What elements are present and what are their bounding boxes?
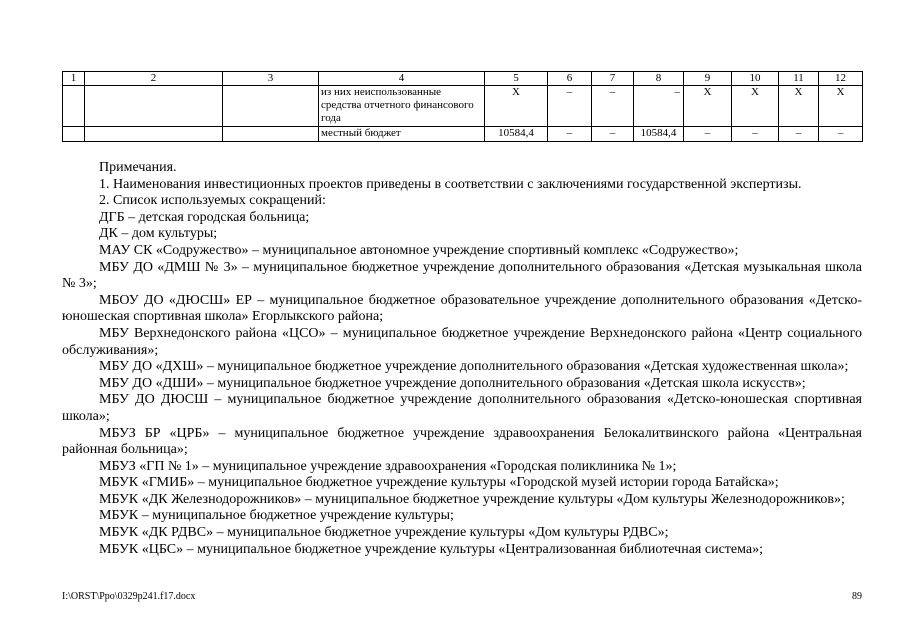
column-header: 8 [634, 72, 684, 86]
abbreviation-item: МБУ ДО «ДШИ» – муниципальное бюджетное учреждение дополнительного образования «Детская школа искусств»; [99, 375, 806, 391]
table-cell [85, 127, 223, 142]
abbreviation-item: МБУ ДО «ДХШ» – муниципальное бюджетное учреждение дополнительного образования «Детская художественная школа»; [99, 359, 849, 375]
budget-table [62, 71, 863, 142]
notes-heading: Примечания. [99, 160, 177, 175]
column-header: 11 [779, 72, 819, 86]
table-cell: Х [485, 86, 548, 127]
column-header: 6 [548, 72, 592, 86]
note-paragraph: 1. Наименования инвестиционных проектов приведены в соответствии с заключениями государственной экспертизы. [99, 176, 802, 192]
table-cell [85, 86, 223, 127]
table-cell [63, 127, 85, 142]
abbreviation-item: МБОУ ДО «ДЮСШ» ЕР – муниципальное бюджетное образовательное учреждение дополнительного образования «Детско-юношеская спортивная школа» Егорлыкского района; [62, 292, 862, 325]
table-cell: – [548, 86, 592, 127]
table-header-row [63, 72, 863, 86]
table-cell: 10584,4 [634, 127, 684, 142]
table-row [63, 86, 863, 127]
table-cell: 10584,4 [485, 127, 548, 142]
table-cell [223, 86, 319, 127]
abbreviation-item: МБУЗ БР «ЦРБ» – муниципальное бюджетное учреждение здравоохранения Белокалитвинского района «Центральная районная больница»; [62, 425, 862, 458]
table-cell: – [634, 86, 684, 127]
abbreviation-item: МБУК «ЦБС» – муниципальное бюджетное учреждение культуры «Централизованная библиотечная система»; [99, 541, 763, 557]
table-cell: – [732, 127, 779, 142]
table-cell: – [819, 127, 863, 142]
table-cell: – [684, 127, 732, 142]
column-header: 9 [684, 72, 732, 86]
column-header: 10 [732, 72, 779, 86]
column-header: 1 [63, 72, 85, 86]
notes-section [62, 160, 862, 558]
abbreviation-item: МБУК «ДК РДВС» – муниципальное бюджетное учреждение культуры «Дом культуры РДВС»; [99, 525, 669, 541]
table-cell: Х [819, 86, 863, 127]
abbreviation-item: МБУ Верхнедонского района «ЦСО» – муниципальное бюджетное учреждение Верхнедонского района «Центр социального обслуживания»; [62, 325, 862, 358]
table-cell: из них неиспользованные средства отчетного финансового года [319, 86, 485, 127]
abbreviation-item: МБУК «ГМИБ» – муниципальное бюджетное учреждение культуры «Городской музей истории города Батайска»; [99, 475, 779, 491]
page-number: 89 [852, 591, 862, 602]
note-paragraph: 2. Список используемых сокращений: [99, 193, 326, 209]
abbreviation-item: МБУ ДО «ДМШ № 3» – муниципальное бюджетное учреждение дополнительного образования «Детская музыкальная школа № 3»; [62, 259, 862, 292]
abbreviation-item: ДГБ – детская городская больница; [99, 209, 310, 225]
table-cell: – [779, 127, 819, 142]
table-cell: местный бюджет [319, 127, 485, 142]
abbreviation-item: МАУ СК «Содружество» – муниципальное автономное учреждение спортивный комплекс «Содружество»; [99, 242, 739, 258]
abbreviation-item: МБУК «ДК Железнодорожников» – муниципальное бюджетное учреждение культуры «Дом культуры Железнодорожников»; [99, 491, 845, 507]
table-cell: Х [732, 86, 779, 127]
column-header: 4 [319, 72, 485, 86]
table-cell: Х [684, 86, 732, 127]
file-path: I:\ORST\Ppo\0329p241.f17.docx [62, 591, 196, 602]
table-cell: – [592, 86, 634, 127]
abbreviation-item: МБУЗ «ГП № 1» – муниципальное учреждение здравоохранения «Городская поликлиника № 1»; [99, 458, 677, 474]
table-cell: Х [779, 86, 819, 127]
table-cell: – [548, 127, 592, 142]
abbreviation-item: МБУК – муниципальное бюджетное учреждение культуры; [99, 508, 454, 524]
abbreviation-item: ДК – дом культуры; [99, 226, 218, 242]
page-footer [62, 591, 862, 602]
column-header: 7 [592, 72, 634, 86]
column-header: 5 [485, 72, 548, 86]
table-row [63, 127, 863, 142]
column-header: 12 [819, 72, 863, 86]
abbreviation-item: МБУ ДО ДЮСШ – муниципальное бюджетное учреждение дополнительного образования «Детско-юношеская спортивная школа»; [62, 392, 862, 424]
table-cell [223, 127, 319, 142]
column-header: 3 [223, 72, 319, 86]
column-header: 2 [85, 72, 223, 86]
table-cell [63, 86, 85, 127]
table-cell: – [592, 127, 634, 142]
